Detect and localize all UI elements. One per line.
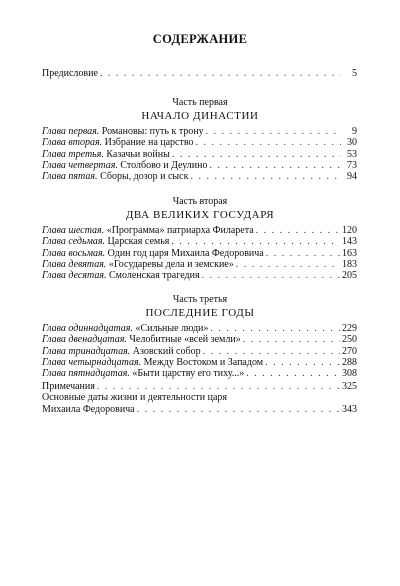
entry-page: 229 [342, 323, 357, 334]
page-title: СОДЕРЖАНИЕ [152, 32, 248, 46]
chapter-title: «Государевы дела и земские» [108, 258, 234, 270]
part-heading [0, 294, 400, 320]
toc-entry [42, 346, 357, 357]
leader-dots [172, 149, 341, 160]
part-title: ДВА ВЕЛИКИХ ГОСУДАРЯ [125, 209, 275, 221]
entry-page: 270 [342, 345, 357, 357]
leader-dots [171, 236, 340, 247]
toc-entry-notes [42, 381, 357, 392]
toc-entry [42, 323, 357, 334]
chapter-title: Столбово и Деулино [120, 159, 208, 171]
leader-dots [196, 137, 341, 148]
toc-entry [42, 357, 357, 368]
chapter-number: Глава тринадцатая. [42, 345, 131, 357]
chronology-title-line1: Основные даты жизни и деятельности царя [42, 392, 227, 404]
chapter-title: Один год царя Михаила Федоровича [107, 247, 264, 259]
toc-entry [42, 236, 357, 247]
part-heading [0, 196, 400, 222]
toc-part-2 [42, 225, 357, 281]
toc-entry [42, 334, 357, 345]
part-label: Часть третья [172, 294, 228, 305]
chapter-title: Азовский собор [132, 345, 201, 357]
toc-entry [42, 225, 357, 236]
entry-page: 205 [342, 270, 357, 282]
entry-title: Примечания [42, 381, 95, 392]
leader-dots [236, 259, 340, 270]
toc-entry [42, 270, 357, 281]
chapter-number: Глава четвертая. [42, 159, 118, 171]
chapter-number: Глава двенадцатая. [42, 334, 127, 346]
chapter-title: «Быти царству его тиху...» [132, 368, 245, 380]
chapter-title: «Программа» патриарха Филарета [106, 225, 254, 236]
entry-title: Предисловие [42, 68, 98, 79]
toc-entry-chronology [42, 404, 357, 415]
chapter-number: Глава пятнадцатая. [42, 368, 130, 380]
toc-entry [42, 149, 357, 160]
leader-dots [266, 248, 340, 259]
entry-page: 163 [342, 247, 357, 259]
chapter-number: Глава вторая. [42, 137, 103, 149]
chronology-title-line2: Михаила Федоровича [42, 403, 135, 415]
toc-preface [42, 68, 357, 79]
entry-page: 94 [347, 171, 357, 183]
toc-part-3 [42, 323, 357, 379]
toc-entry [42, 368, 357, 379]
chapter-title: Сборы, дозор и сыск [100, 171, 189, 183]
part-label: Часть вторая [172, 196, 228, 207]
chapter-title: Избрание на царство [104, 137, 194, 149]
leader-dots [246, 368, 340, 379]
toc-entry [42, 259, 357, 270]
chapter-number: Глава седьмая. [42, 236, 106, 248]
toc-entry [42, 160, 357, 171]
toc-entry [42, 126, 357, 137]
leader-dots [256, 225, 340, 236]
part-title: НАЧАЛО ДИНАСТИИ [141, 110, 259, 122]
chapter-number: Глава девятая. [42, 258, 107, 270]
leader-dots [202, 270, 340, 281]
leader-dots [210, 323, 340, 334]
toc-entry [42, 248, 357, 259]
toc-entry [42, 68, 357, 79]
leader-dots [100, 68, 341, 79]
entry-page: 183 [342, 258, 357, 270]
part-label: Часть первая [172, 97, 228, 108]
leader-dots [97, 381, 340, 392]
toc-entry [42, 171, 357, 182]
toc-entry [42, 137, 357, 148]
leader-dots [203, 346, 340, 357]
chapter-number: Глава пятая. [42, 171, 98, 183]
chapter-number: Глава первая. [42, 126, 100, 137]
toc-back-matter [42, 381, 357, 415]
chapter-number: Глава десятая. [42, 270, 107, 282]
chapter-title: Романовы: путь к трону [101, 126, 204, 137]
part-title: ПОСЛЕДНИЕ ГОДЫ [145, 307, 255, 319]
entry-page: 325 [342, 381, 357, 392]
chapter-number: Глава шестая. [42, 225, 105, 236]
entry-page: 120 [342, 225, 357, 236]
entry-page: 308 [342, 368, 357, 380]
entry-page: 250 [342, 334, 357, 346]
leader-dots [265, 357, 340, 368]
chapter-number: Глава третья. [42, 148, 104, 160]
chapter-title: «Сильные люди» [135, 323, 209, 334]
entry-page: 5 [352, 68, 357, 79]
chapter-title: Смоленская трагедия [108, 270, 200, 282]
entry-page: 143 [342, 236, 357, 248]
entry-page: 9 [352, 126, 357, 137]
chapter-title: Казачьи войны [106, 148, 170, 160]
leader-dots [137, 404, 340, 415]
entry-page: 288 [342, 356, 357, 368]
entry-page: 30 [347, 137, 357, 149]
chapter-number: Глава восьмая. [42, 247, 106, 259]
chapter-title: Царская семья [107, 236, 170, 248]
leader-dots [243, 334, 340, 345]
chapter-title: Между Востоком и Западом [143, 356, 264, 368]
toc-part-1 [42, 126, 357, 182]
chapter-title: Челобитные «всей земли» [129, 334, 241, 346]
leader-dots [190, 171, 341, 182]
chapter-number: Глава одиннадцатая. [42, 323, 133, 334]
chapter-number: Глава четырнадцатая. [42, 356, 142, 368]
leader-dots [206, 126, 341, 137]
entry-page: 73 [347, 159, 357, 171]
part-heading [0, 97, 400, 123]
leader-dots [209, 160, 341, 171]
entry-page: 343 [342, 403, 357, 415]
entry-page: 53 [347, 148, 357, 160]
